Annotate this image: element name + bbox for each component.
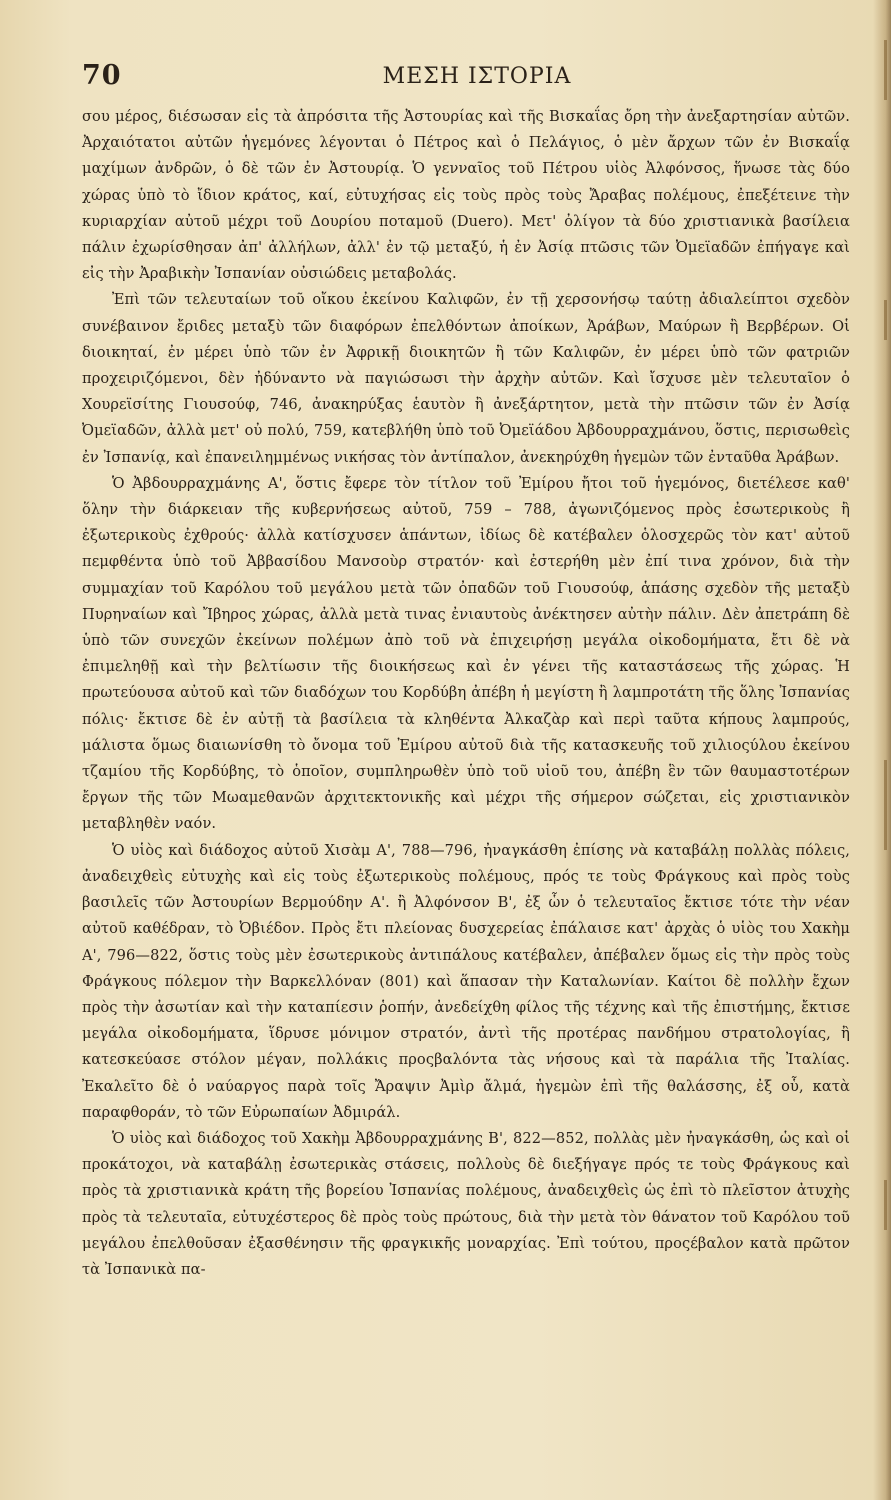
page-edge-mark [884,760,887,850]
running-title: ΜΕΣΗ ΙΣΤΟΡΙΑ [382,64,572,89]
page-edge-shadow [873,0,891,1500]
paragraph: Ὁ υἱὸς καὶ διάδοχος τοῦ Χακὴμ Ἀβδουρραχμάνης Β', 822—852, πολλὰς μὲν ἠναγκάσθη, ὡς καὶ οἱ προκάτοχοι, νὰ καταβάλῃ ἐσωτερικὰς στάσεις, πολλοὺς δὲ διεξήγαγε πρός τε τοὺς Φράγκους καὶ πρὸς τὰ χριστιανικὰ κράτη τῆς βορείου Ἰσπανίας πολέμους, ἀναδειχθεὶς ὡς ἐπὶ τὸ πλεῖστον ἀτυχὴς πρὸς τὰ τελευταῖα, εὐτυχέστερος δὲ πρὸς τοὺς πρώτους, διὰ τὴν μετὰ τὸν θάνατον τοῦ Καρόλου τοῦ μεγάλου ἐπελθοῦσαν ἐξασθένησιν τῆς φραγκικῆς μοναρχίας. Ἐπὶ τούτου, προςέβαλον κατὰ πρῶτον τὰ Ἰσπανικὰ πα- [82,1129,850,1278]
page-edge-mark [884,40,887,100]
page-number: 70 [82,60,122,91]
page-edge-mark [884,1180,887,1230]
paragraph: Ἐπὶ τῶν τελευταίων τοῦ οἴκου ἐκείνου Καλιφῶν, ἐν τῇ χερσονήσῳ ταύτῃ ἀδιαλείπτοι σχεδὸν συνέβαινον ἔριδες μεταξὺ τῶν διαφόρων ἐπελθόντων ἀποίκων, Ἀράβων, Μαύρων ἢ Βερβέρων. Οἱ διοικηταί, ἐν μέρει ὑπὸ τῶν ἐν Ἀφρικῇ διοικητῶν ἢ τῶν Καλιφῶν, ἐν μέρει ὑπὸ τῶν φατριῶν προχειριζόμενοι, δὲν ἠδύναντο νὰ παγιώσωσι τὴν ἀρχὴν αὐτῶν. Καὶ ἴσχυσε μὲν τελευταῖον ὁ Χουρεϊσίτης Γιουσούφ, 746, ἀνακηρύξας ἑαυτὸν ἢ ἀνεξάρτητον, μετὰ τὴν πτῶσιν τῶν ἐν Ἀσίᾳ Ὀμεϊαδῶν, ἀλλὰ μετ' οὐ πολύ, 759, κατεβλήθη ὑπὸ τοῦ Ὀμεϊάδου Ἀβδουρραχμάνου, ὅστις, περισωθεὶς ἐν Ἰσπανίᾳ, καὶ ἐπανειλημμένως νικήσας τὸν ἀντίπαλον, ἀνεκηρύχθη ἡγεμὼν τῶν ἐνταῦθα Ἀράβων. [82,291,850,466]
page-edge-mark [884,300,887,340]
page-header [82,60,872,94]
body-text [82,104,850,1283]
paragraph: Ὁ Ἀβδουρραχμάνης Α', ὅστις ἔφερε τὸν τίτλον τοῦ Ἐμίρου ἤτοι τοῦ ἡγεμόνος, διετέλεσε καθ' ὅλην τὴν διάρκειαν τῆς κυβερνήσεως αὐτοῦ, 759 – 788, ἀγωνιζόμενος πρὸς ἐσωτερικοὺς ἢ ἐξωτερικοὺς ἐχθρούς· ἀλλὰ κατίσχυσεν ἁπάντων, ἰδίως δὲ κατέβαλεν ὁλοσχερῶς τὸν κατ' αὐτοῦ πεμφθέντα ὑπὸ τοῦ Ἀββασίδου Μανσοὺρ στρατόν· καὶ ἐστερήθη μὲν ἐπί τινα χρόνον, διὰ τὴν συμμαχίαν τοῦ Καρόλου τοῦ μεγάλου μετὰ τῶν ὀπαδῶν τοῦ Γιουσούφ, ἁπάσης σχεδὸν τῆς μεταξὺ Πυρηναίων καὶ Ἴβηρος χώρας, ἀλλὰ μετὰ τινας ἐνιαυτοὺς ἀνέκτησεν αὐτὴν πάλιν. Δὲν ἀπετράπη δὲ ὑπὸ τῶν συνεχῶν ἐκείνων πολέμων ἀπὸ τοῦ νὰ ἐπιχειρήσῃ μεγάλα οἰκοδομήματα, ἔτι δὲ νὰ ἐπιμεληθῇ καὶ τὴν βελτίωσιν τῆς διοικήσεως καὶ ἐν γένει τῆς καταστάσεως τῆς χώρας. Ἡ πρωτεύουσα αὐτοῦ καὶ τῶν διαδόχων του Κορδύβη ἀπέβη ἡ μεγίστη ἢ λαμπροτάτη τῆς ὅλης Ἰσπανίας πόλις· ἔκτισε δὲ ἐν αὐτῇ τὰ βασίλεια τὰ κληθέντα Ἀλκαζὰρ καὶ περὶ ταῦτα κήπους λαμπρούς, μάλιστα ὅμως διαιωνίσθη τὸ ὄνομα τοῦ Ἐμίρου αὐτοῦ διὰ τῆς κατασκευῆς τοῦ χιλιοςύλου ἐκείνου τζαμίου τῆς Κορδύβης, τὸ ὁποῖον, συμπληρωθὲν ὑπὸ τοῦ υἱοῦ του, ἀπέβη ἓν τῶν θαυμαστοτέρων ἔργων τῆς τῶν Μωαμεθανῶν ἀρχιτεκτονικῆς καὶ μέχρι τῆς σήμερον σώζεται, εἰς χριστιανικὸν μεταβληθὲν ναόν. [82,474,850,833]
paragraph: Ὁ υἱὸς καὶ διάδοχος αὐτοῦ Χισὰμ Α', 788—796, ἠναγκάσθη ἐπίσης νὰ καταβάλῃ πολλὰς πόλεις, ἀναδειχθεὶς εὐτυχὴς καὶ εἰς τοὺς ἐξωτερικοὺς πολέμους, πρός τε τοὺς Φράγκους καὶ πρὸς τοὺς βασιλεῖς τῶν Ἀστουρίων Βερμούδην Α'. ἢ Ἀλφόνσον Β', ἐξ ὧν ὁ τελευταῖος ἔκτισε τότε τὴν νέαν αὐτοῦ καθέδραν, τὸ Ὀβιέδον. Πρὸς ἔτι πλείονας δυσχερείας ἐπάλαισε κατ' ἀρχὰς ὁ υἱὸς του Χακὴμ Α', 796—822, ὅστις τοὺς μὲν ἐσωτερικοὺς ἀντιπάλους κατέβαλεν, ἀπέβαλεν ὅμως εἰς τὴν πρὸς τοὺς Φράγκους πόλεμον τὴν Βαρκελλόναν (801) καὶ ἅπασαν τὴν Καταλωνίαν. Καίτοι δὲ πολλὴν ἔχων πρὸς τὴν ἀσωτίαν καὶ τὴν καταπίεσιν ῥοπήν, ἀνεδείχθη φίλος τῆς τέχνης καὶ τῆς ἐπιστήμης, ἔκτισε μεγάλα οἰκοδομήματα, ἵδρυσε μόνιμον στρατόν, ἀντὶ τῆς προτέρας πανδήμου στρατολογίας, ἢ κατεσκεύασε στόλον μέγαν, πολλάκις προςβαλόντα τὰς νήσους καὶ τὰ παράλια τῆς Ἰταλίας. Ἐκαλεῖτο δὲ ὁ ναύαργος παρὰ τοῖς Ἄραψιν Ἀμὶρ ἄλμά, ἡγεμὼν ἐπὶ τῆς θαλάσσης, ἐξ οὗ, κατὰ παραφθοράν, τὸ τῶν Εὐρωπαίων Ἀδμιράλ. [82,841,850,1121]
paragraph: σου μέρος, διέσωσαν εἰς τὰ ἀπρόσιτα τῆς Ἀστουρίας καὶ τῆς Βισκαΐας ὄρη τὴν ἀνεξαρτησίαν αὐτῶν. Ἀρχαιότατοι αὐτῶν ἡγεμόνες λέγονται ὁ Πέτρος καὶ ὁ Πελάγιος, ὁ μὲν ἄρχων τῶν ἐν Βισκαΐᾳ μαχίμων ἀνδρῶν, ὁ δὲ τῶν ἐν Ἀστουρίᾳ. Ὁ γενναῖος τοῦ Πέτρου υἱὸς Ἀλφόνσος, ἥνωσε τὰς δύο χώρας ὑπὸ τὸ ἴδιον κράτος, καί, εὐτυχήσας εἰς τοὺς πρὸς τοὺς Ἄραβας πολέμους, ἐπεξέτεινε τὴν κυριαρχίαν αὐτοῦ μέχρι τοῦ Δουρίου ποταμοῦ (Duero). Μετ' ὀλίγον τὰ δύο χριστιανικὰ βασίλεια πάλιν ἐχωρίσθησαν ἀπ' ἀλλήλων, ἀλλ' ἐν τῷ μεταξύ, ἡ ἐν Ἀσίᾳ πτῶσις τῶν Ὀμεϊαδῶν ἐπήγαγε καὶ εἰς τὴν Ἀραβικὴν Ἰσπανίαν οὐσιώδεις μεταβολάς. [82,108,850,283]
